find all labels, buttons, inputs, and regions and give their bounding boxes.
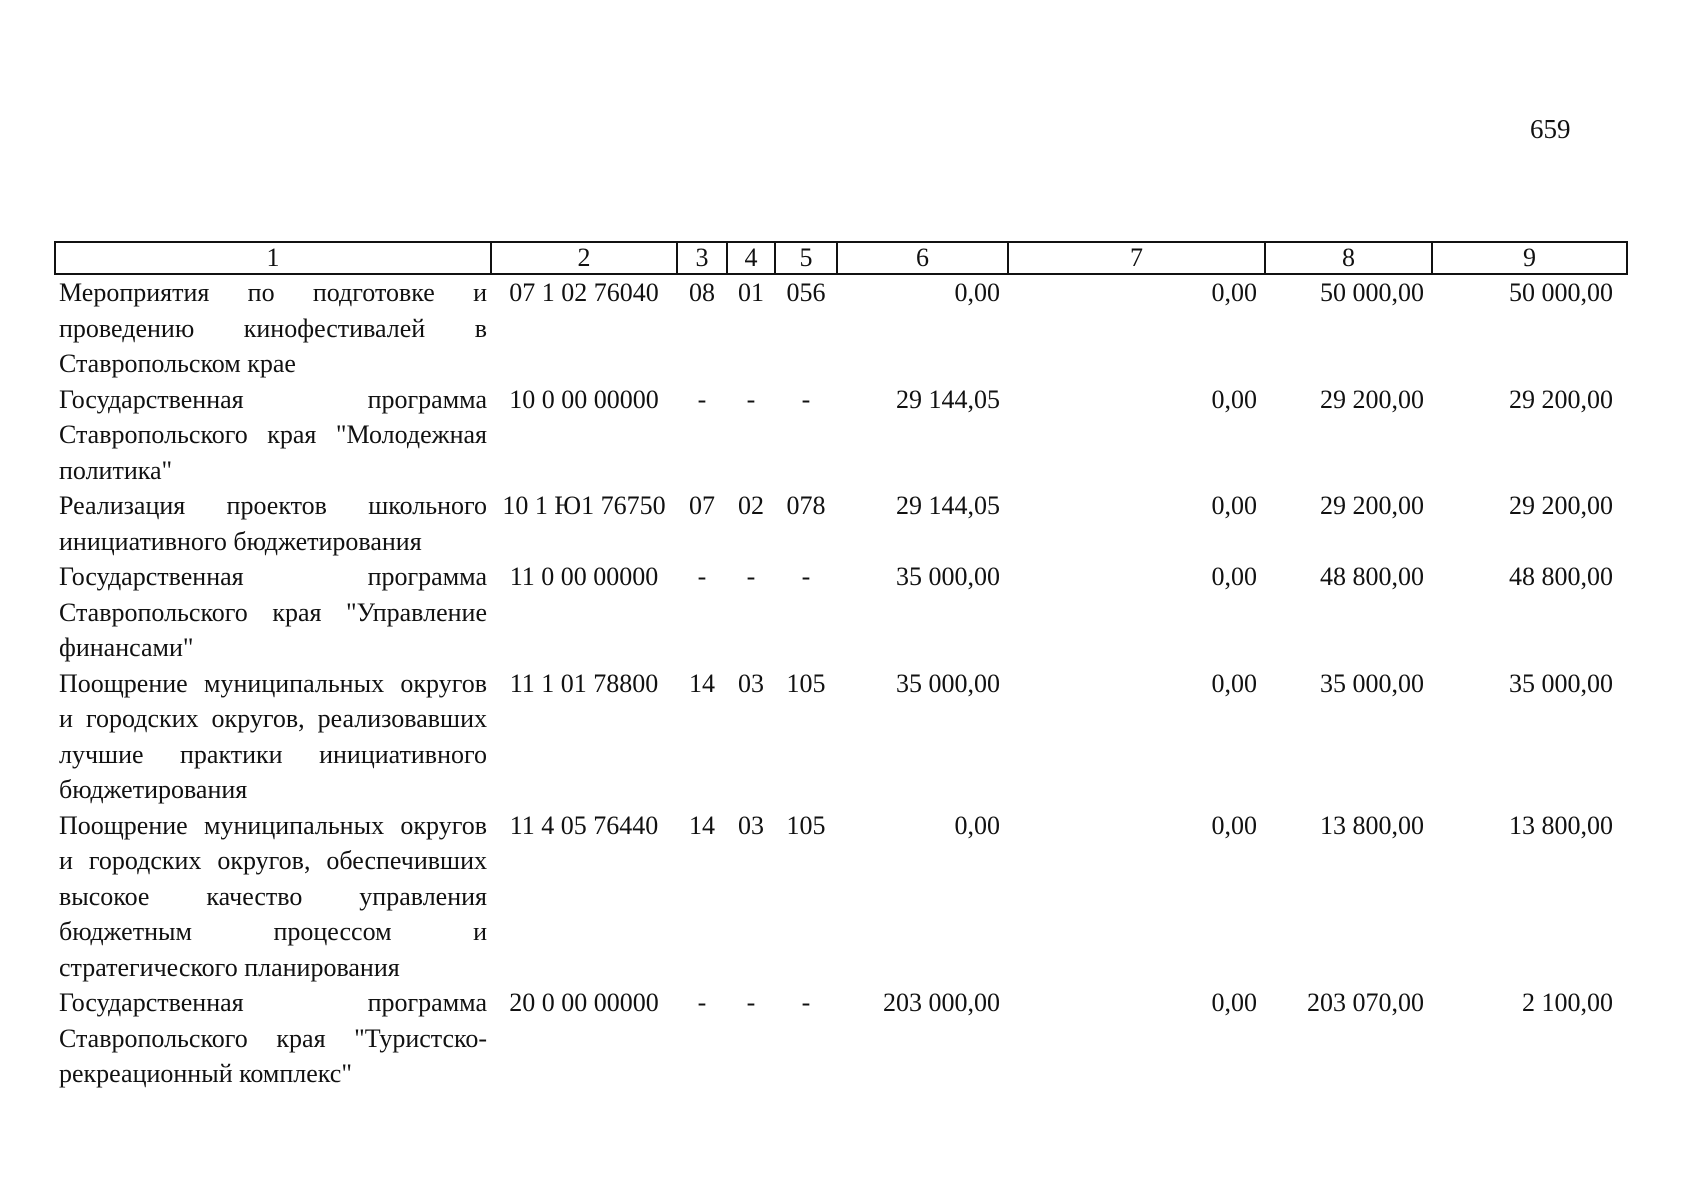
amount-col-9: 48 800,00: [1509, 562, 1613, 591]
amount-col-6: 35 000,00: [896, 562, 1000, 591]
table-row: [55, 382, 1627, 489]
amount-col-8: 29 200,00: [1320, 491, 1424, 520]
amount-col-8: 48 800,00: [1320, 562, 1424, 591]
amount-col-8: 35 000,00: [1320, 668, 1424, 698]
target-code: 10 1 Ю1 76750: [502, 491, 666, 520]
ministry-code: -: [801, 562, 811, 591]
subsection-code: 03: [738, 668, 764, 698]
column-header-7: 7: [1008, 242, 1265, 274]
amount-col-6: 29 144,05: [896, 384, 1000, 414]
program-name: Мероприятия по подготовке и проведению кинофестивалей в Ставропольском крае: [59, 278, 487, 378]
column-header-3: 3: [677, 242, 727, 274]
ministry-code: 105: [786, 668, 826, 698]
program-name: Поощрение муниципальных округов и городских округов, реализовавших лучшие практики инициативного бюджетирования: [59, 668, 487, 804]
amount-col-6: 35 000,00: [896, 668, 1000, 698]
target-code: 10 0 00 00000: [509, 384, 659, 414]
amount-col-7: 0,00: [1211, 562, 1257, 591]
column-header-1: 1: [55, 242, 491, 274]
amount-col-8: 203 070,00: [1307, 988, 1424, 1017]
program-name: Государственная программа Ставропольского края "Управление финансами": [59, 562, 487, 662]
table-row: [55, 488, 1627, 559]
amount-col-9: 29 200,00: [1509, 491, 1613, 520]
table-row: [55, 808, 1627, 986]
amount-col-8: 13 800,00: [1320, 810, 1424, 840]
table-row: [55, 559, 1627, 666]
subsection-code: -: [746, 384, 756, 414]
amount-col-9: 2 100,00: [1522, 988, 1613, 1017]
ministry-code: 078: [786, 491, 826, 520]
header-row: [55, 242, 1627, 274]
table-row: [55, 274, 1627, 382]
amount-col-7: 0,00: [1211, 988, 1257, 1017]
program-name: Поощрение муниципальных округов и городских округов, обеспечивших высокое качество управления бюджетным процессом и стратегического планирования: [59, 810, 487, 982]
subsection-code: 01: [738, 278, 764, 307]
amount-col-8: 50 000,00: [1320, 278, 1424, 307]
column-header-9: 9: [1432, 242, 1627, 274]
amount-col-7: 0,00: [1211, 278, 1257, 307]
amount-col-7: 0,00: [1211, 668, 1257, 698]
ministry-code: 056: [786, 278, 826, 307]
column-header-2: 2: [491, 242, 677, 274]
ministry-code: -: [801, 988, 811, 1017]
amount-col-6: 0,00: [954, 810, 1000, 840]
column-header-4: 4: [727, 242, 775, 274]
section-code: 08: [689, 278, 715, 307]
target-code: 11 0 00 00000: [509, 562, 659, 591]
table-row: [55, 985, 1627, 1092]
amount-col-9: 29 200,00: [1509, 384, 1613, 414]
amount-col-7: 0,00: [1211, 491, 1257, 520]
column-header-8: 8: [1265, 242, 1432, 274]
amount-col-7: 0,00: [1211, 810, 1257, 840]
subsection-code: 03: [738, 810, 764, 840]
target-code: 07 1 02 76040: [509, 278, 659, 307]
target-code: 11 1 01 78800: [509, 668, 659, 698]
section-code: -: [697, 562, 707, 591]
amount-col-8: 29 200,00: [1320, 384, 1424, 414]
amount-col-6: 0,00: [954, 278, 1000, 307]
column-header-5: 5: [775, 242, 837, 274]
page-number: 659: [1530, 114, 1571, 144]
amount-col-6: 203 000,00: [883, 988, 1000, 1017]
subsection-code: -: [746, 988, 756, 1017]
amount-col-6: 29 144,05: [896, 491, 1000, 520]
ministry-code: 105: [786, 810, 826, 840]
section-code: 07: [689, 491, 715, 520]
program-name: Государственная программа Ставропольского края "Молодежная политика": [59, 384, 487, 485]
section-code: 14: [689, 810, 715, 840]
subsection-code: 02: [738, 491, 764, 520]
amount-col-9: 35 000,00: [1509, 668, 1613, 698]
column-header-6: 6: [837, 242, 1008, 274]
amount-col-7: 0,00: [1211, 384, 1257, 414]
target-code: 11 4 05 76440: [509, 810, 659, 840]
program-name: Реализация проектов школьного инициативного бюджетирования: [59, 491, 487, 556]
table-row: [55, 666, 1627, 808]
subsection-code: -: [746, 562, 756, 591]
section-code: -: [697, 988, 707, 1017]
program-name: Государственная программа Ставропольского края "Туристско-рекреационный комплекс": [59, 988, 487, 1088]
amount-col-9: 13 800,00: [1509, 810, 1613, 840]
budget-table: [54, 241, 1628, 1092]
ministry-code: -: [801, 384, 811, 414]
target-code: 20 0 00 00000: [509, 988, 659, 1017]
section-code: 14: [689, 668, 715, 698]
amount-col-9: 50 000,00: [1509, 278, 1613, 307]
section-code: -: [697, 384, 707, 414]
